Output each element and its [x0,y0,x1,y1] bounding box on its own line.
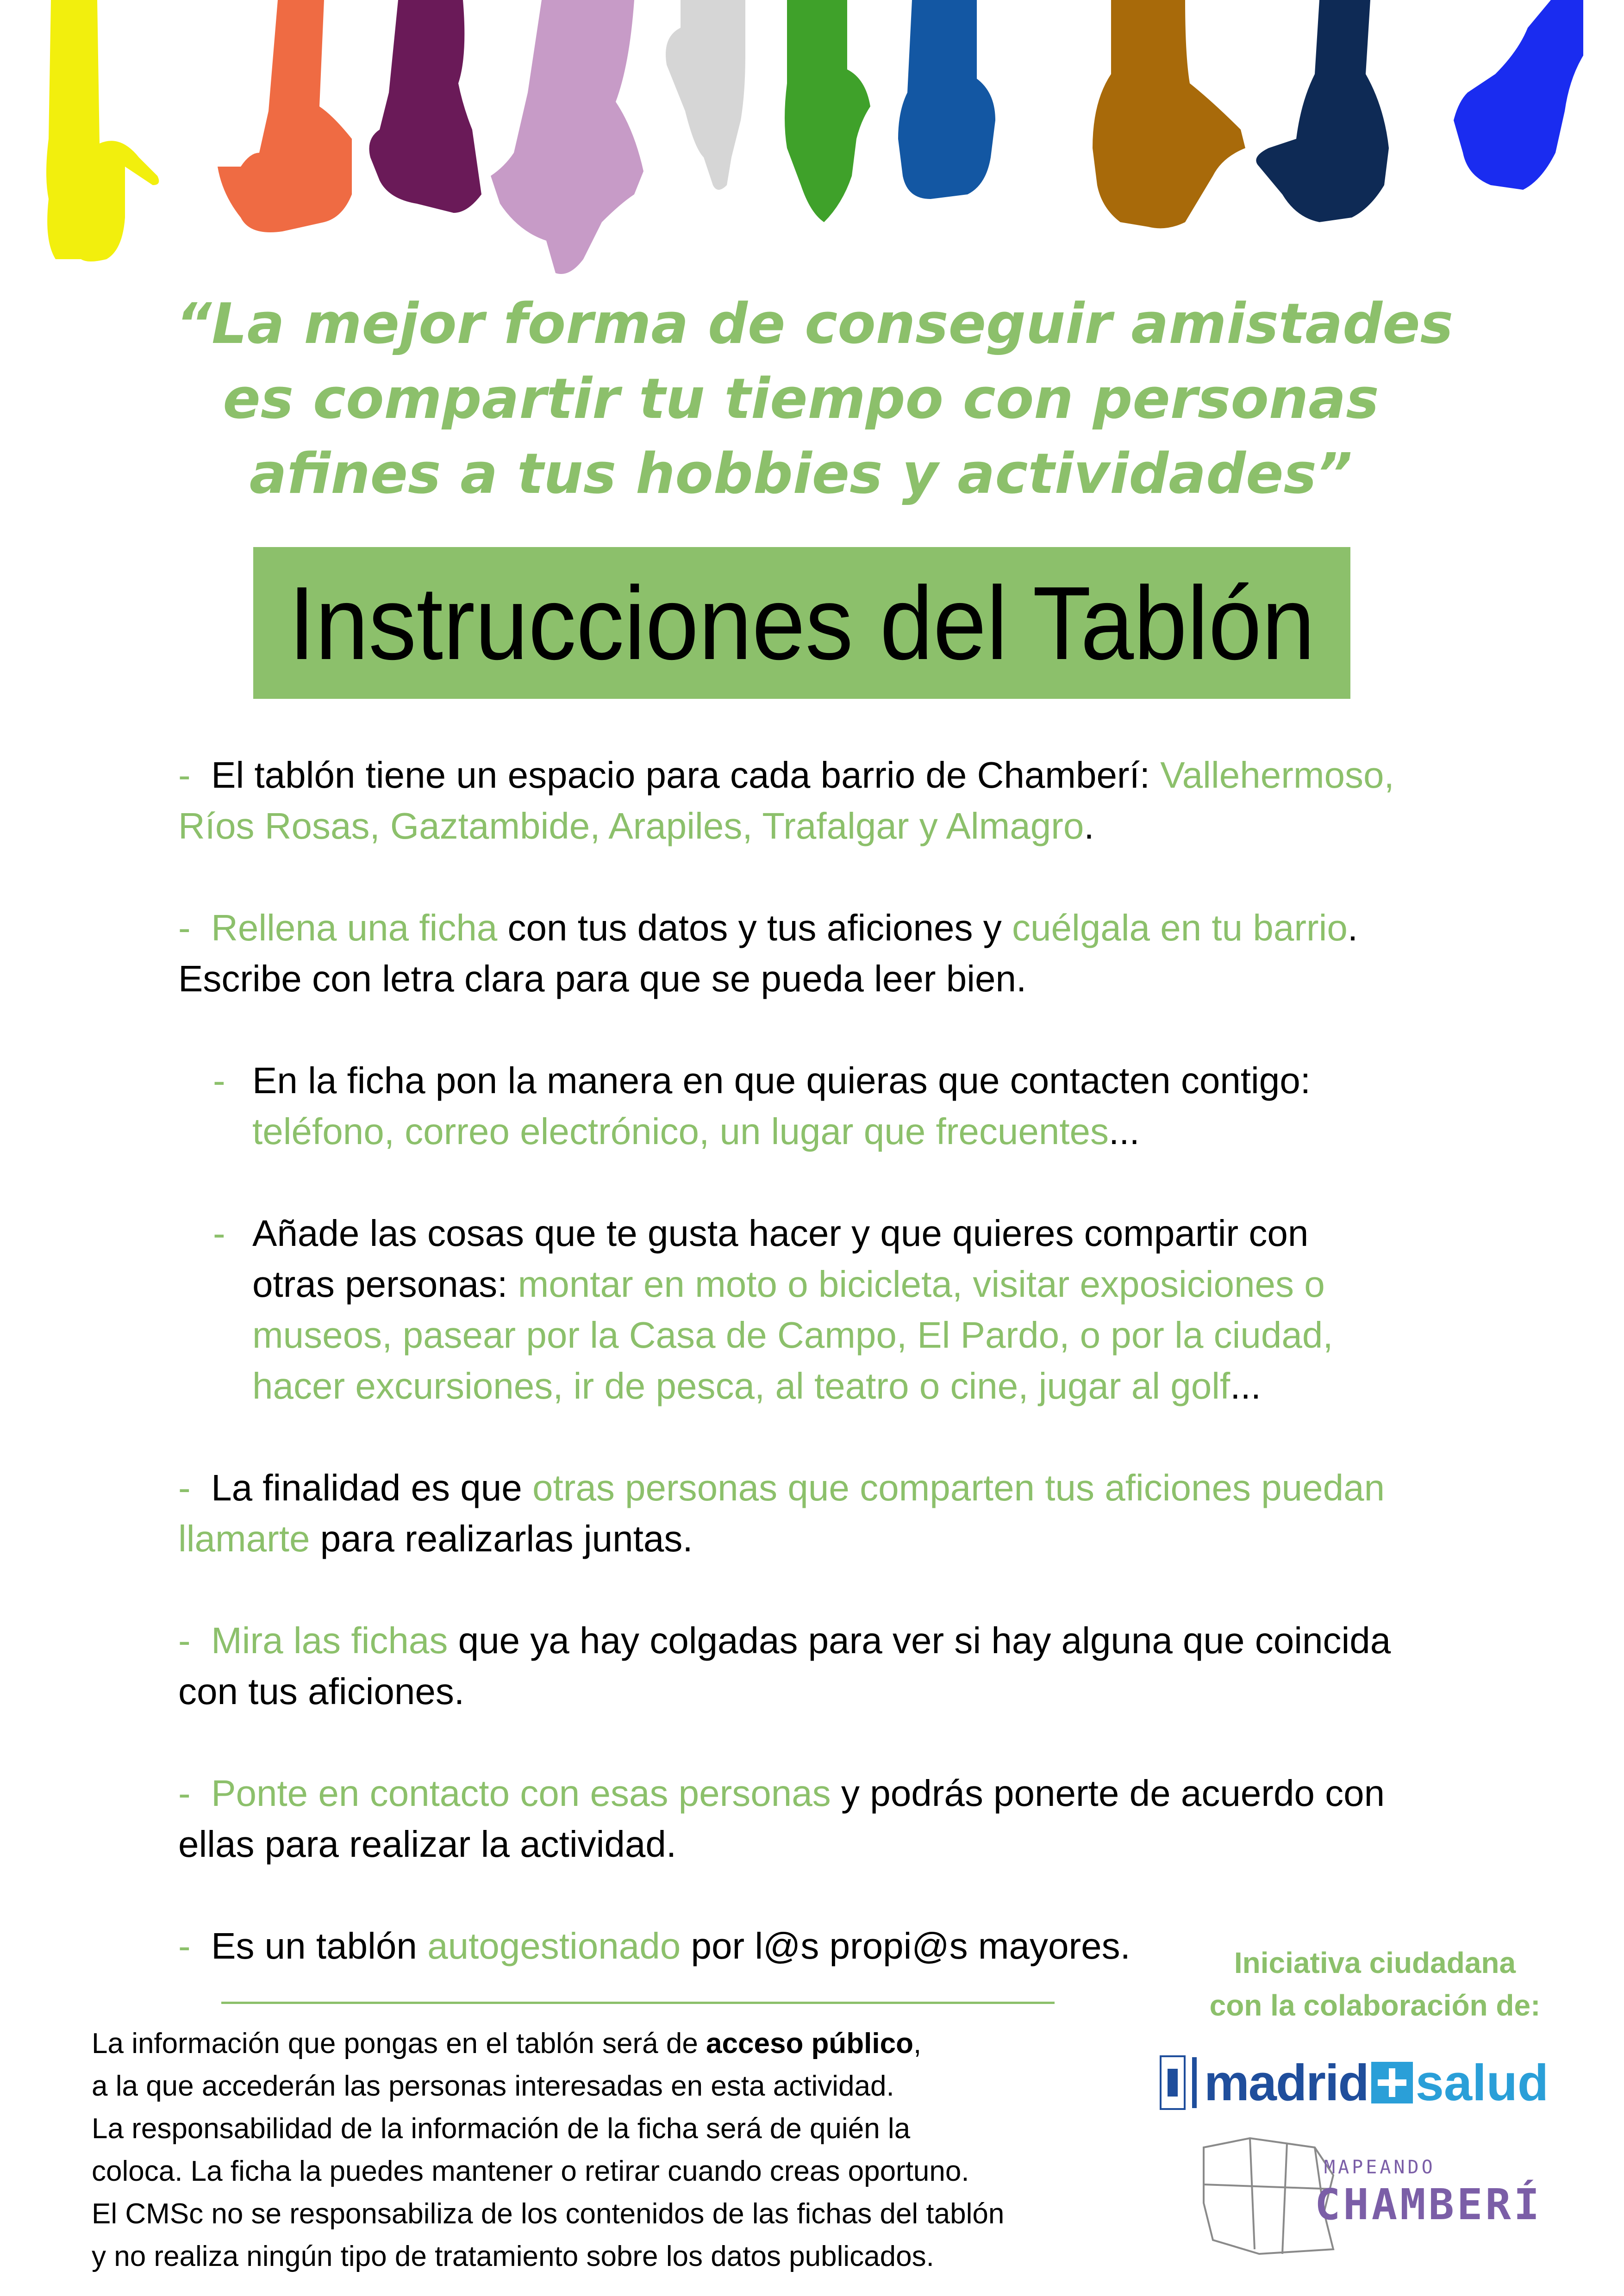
hand-navy [1256,0,1389,222]
hand-lilac [491,0,643,274]
instruction-item: - Rellena una ficha con tus datos y tus aficiones y cuélgala en tu barrio. Escribe con letra clara para que se pueda leer bien. [178,907,1358,999]
divider [221,2002,1055,2004]
salud-cross-icon [1371,2062,1413,2103]
madrid-salud-logo [1160,2053,1549,2113]
madrid-crest-icon [1160,2055,1186,2110]
quote [176,287,1454,512]
instruction-item: - El tablón tiene un espacio para cada barrio de Chamberí: Vallehermoso, Ríos Rosas, Gaztambide, Arapiles, Trafalgar y Almagro. [178,754,1394,846]
hand-blue [898,0,995,199]
title-banner [253,547,1350,699]
hand-dark-purple [369,0,482,213]
hand-bright-blue [1454,0,1583,190]
hands-illustration [0,0,1624,287]
hand-yellow [46,0,159,261]
quote-line: afines a tus hobbies y actividades” [249,442,1353,506]
instruction-item: - Ponte en contacto con esas personas y podrás ponerte de acuerdo con ellas para realizar la actividad. [178,1773,1385,1865]
instruction-subitem: - En la ficha pon la manera en que quieras que contacten contigo: teléfono, correo electrónico, un lugar que frecuentes... [213,1060,1311,1152]
logo-text-salud: salud [1415,2054,1549,2111]
instruction-item: - Mira las fichas que ya hay colgadas para ver si hay alguna que coincida con tus aficiones. [178,1620,1391,1712]
quote-line: es compartir tu tiempo con personas [223,367,1379,431]
quote-line: “La mejor forma de conseguir amistades [176,292,1454,356]
hand-brown [1093,0,1245,228]
logo-text-madrid: madrid [1204,2054,1368,2111]
logo-text-chamberi: CHAMBERÍ [1315,2180,1543,2229]
instruction-subitem: - Añade las cosas que te gusta hacer y que quieres compartir con otras personas: montar en moto o bicicleta, visitar exposiciones o museos, pasear por la Casa de Campo, El Pardo, o por la ciudad, hacer excursiones, ir de pesca, al teatro o cine, jugar al golf... [213,1213,1333,1406]
disclaimer: La información que pongas en el tablón será de acceso público, a la que accederán las personas interesadas en esta actividad. La responsabilidad de la información de la ficha será de quién la coloca. La ficha la puedes mantener o retirar cuando creas oportuno. El CMSc no se responsabiliza de los contenidos de las fichas del tablón y no realiza ningún tipo de tratamiento sobre los datos publicados. [92,2028,1005,2272]
instruction-item: - Es un tablón autogestionado por l@s propi@s mayores. [178,1925,1131,1966]
hand-orange [218,0,352,232]
instruction-item: - La finalidad es que otras personas que comparten tus aficiones puedan llamarte para realizarlas juntas. [178,1467,1385,1559]
logo-text-mapeando: MAPEANDO [1324,2157,1436,2178]
hand-green [785,0,870,222]
page-title: Instrucciones del Tablón [288,564,1315,681]
hand-grey [666,0,745,190]
initiative-note: Iniciativa ciudadana con la colaboración de: [1209,1946,1541,2022]
